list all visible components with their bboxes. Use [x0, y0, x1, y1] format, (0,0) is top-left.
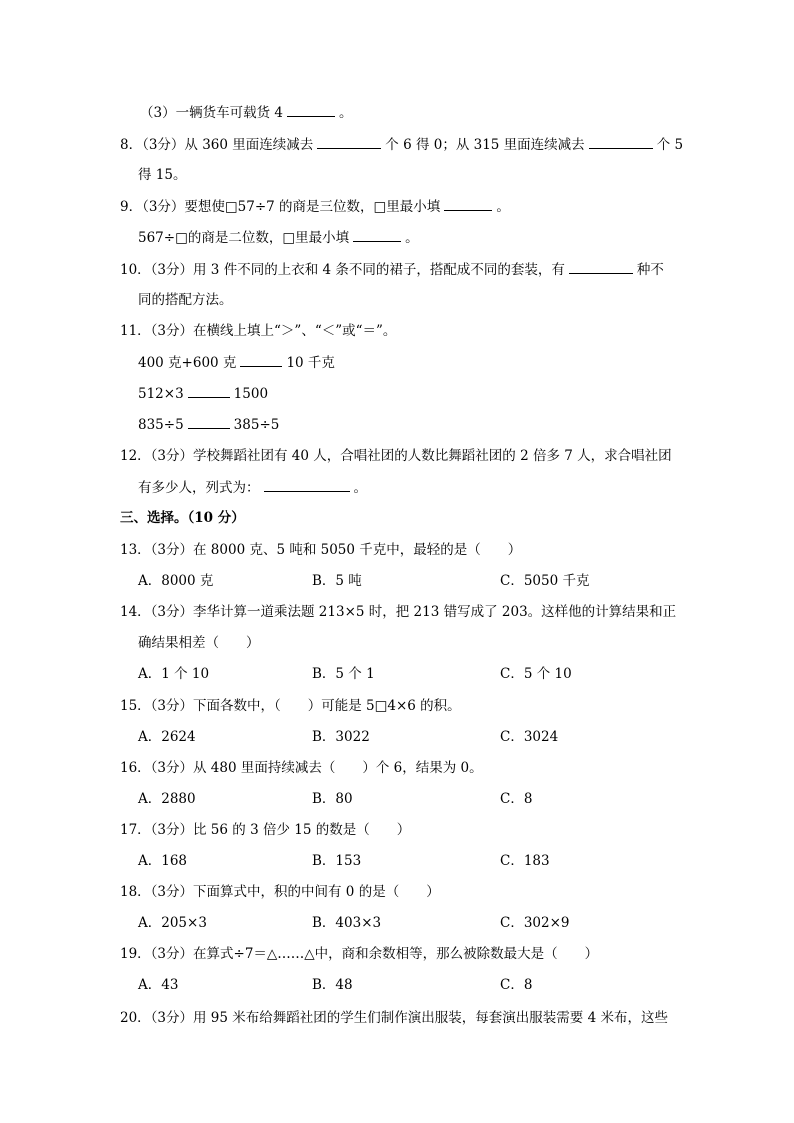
text: 16．（3分）从 480 里面持续减去（ ）个 6，结果为 0。 [120, 760, 483, 776]
question-12-cont [138, 477, 367, 498]
text: 15．（3分）下面各数中，（ ）可能是 5□4×6 的积。 [120, 698, 461, 714]
text: 。 [405, 230, 419, 246]
answer-blank[interactable] [569, 259, 633, 274]
text: 512×3 [138, 386, 184, 402]
q18-option-c[interactable]: C．302×9 [500, 915, 570, 931]
q14-option-b[interactable]: B．5 个 1 [312, 666, 375, 682]
answer-blank[interactable] [188, 414, 230, 429]
answer-blank[interactable] [317, 134, 381, 149]
question-11 [120, 321, 396, 341]
q17-option-c[interactable]: C．183 [500, 853, 550, 869]
text: 12．（3分）学校舞蹈社团有 40 人，合唱社团的人数比舞蹈社团的 2 倍多 7 人，求合唱社团 [120, 448, 672, 464]
question-10-cont [138, 290, 233, 310]
answer-blank[interactable] [444, 196, 492, 211]
q11-item2 [138, 383, 268, 404]
answer-blank[interactable] [589, 134, 653, 149]
question-16 [120, 758, 483, 778]
text: 17．（3分）比 56 的 3 倍少 15 的数是（ ） [120, 822, 411, 838]
q19-option-c[interactable]: C．8 [500, 977, 533, 993]
text: 有多少人，列式为： [138, 480, 260, 496]
q13-option-c[interactable]: C．5050 千克 [500, 573, 590, 589]
q18-option-b[interactable]: B．403×3 [312, 915, 382, 931]
text: 。 [496, 199, 510, 215]
q11-item1 [138, 352, 335, 373]
q14-option-a[interactable]: A．1 个 10 [138, 666, 210, 682]
question-19 [120, 944, 598, 964]
q16-option-c[interactable]: C．8 [500, 791, 533, 807]
text: 个 5 [656, 137, 684, 153]
question-9-part2 [138, 227, 419, 248]
text: 个 6 得 0；从 315 里面连续减去 [385, 137, 585, 153]
text: 835÷5 [138, 417, 184, 433]
text: 11．（3分）在横线上填上“＞”、“＜”或“＝”。 [120, 323, 397, 339]
question-13 [120, 540, 521, 560]
answer-blank[interactable] [353, 227, 401, 242]
question-18 [120, 882, 440, 902]
q13-option-a[interactable]: A．8000 克 [138, 573, 214, 589]
answer-blank[interactable] [188, 383, 230, 398]
question-14-cont [138, 633, 260, 653]
question-17 [120, 820, 410, 840]
q15-option-b[interactable]: B．3022 [312, 729, 370, 745]
q19-option-b[interactable]: B．48 [312, 977, 353, 993]
text: 10 千克 [286, 355, 335, 371]
q19-option-a[interactable]: A．43 [138, 977, 179, 993]
text: 1500 [233, 386, 269, 402]
text: 385÷5 [233, 417, 280, 433]
q14-option-c[interactable]: C．5 个 10 [500, 666, 572, 682]
answer-blank[interactable] [287, 102, 335, 117]
text: （3）一辆货车可载货 4 [140, 105, 283, 121]
text: 。 [338, 105, 353, 121]
text: 20．（3分）用 95 米布给舞蹈社团的学生们制作演出服装，每套演出服装需要 4 米布，这些 [120, 1010, 668, 1026]
q11-item3 [138, 414, 279, 435]
text: 三、选择。（10 分） [120, 510, 245, 526]
text: 19．（3分）在算式÷7＝△……△中，商和余数相等，那么被除数最大是（ ） [120, 946, 599, 962]
q18-option-a[interactable]: A．205×3 [138, 915, 207, 931]
q7-part3 [140, 102, 352, 123]
text: 种不 [636, 262, 664, 278]
question-9 [120, 196, 510, 217]
question-8-cont [138, 165, 186, 185]
text: 9．（3分）要想使□57÷7 的商是三位数，□里最小填 [120, 199, 441, 215]
question-8 [120, 134, 683, 155]
text: 同的搭配方法。 [138, 292, 233, 308]
text: 13．（3分）在 8000 克、5 吨和 5050 千克中，最轻的是（ ） [120, 542, 522, 558]
section-3-heading [120, 508, 245, 528]
text: 得 15。 [138, 167, 187, 183]
text: 确结果相差（ ） [138, 635, 260, 651]
text: 400 克+600 克 [138, 355, 237, 371]
text: 10．（3分）用 3 件不同的上衣和 4 条不同的裙子，搭配成不同的套装，有 [120, 262, 565, 278]
answer-blank[interactable] [264, 477, 350, 492]
q13-option-b[interactable]: B．5 吨 [312, 573, 362, 589]
question-20 [120, 1008, 668, 1028]
text: 14．（3分）李华计算一道乘法题 213×5 时，把 213 错写成了 203。这样他的计算结果和正 [120, 604, 677, 620]
question-14 [120, 602, 676, 622]
question-10 [120, 259, 664, 280]
q15-option-a[interactable]: A．2624 [138, 729, 196, 745]
question-12 [120, 446, 672, 466]
text: 18．（3分）下面算式中，积的中间有 0 的是（ ） [120, 884, 440, 900]
answer-blank[interactable] [240, 352, 282, 367]
text: 8．（3分）从 360 里面连续减去 [120, 137, 314, 153]
q16-option-a[interactable]: A．2880 [138, 791, 196, 807]
text: 567÷□的商是二位数，□里最小填 [138, 230, 350, 246]
text: 。 [353, 480, 367, 496]
q16-option-b[interactable]: B．80 [312, 791, 353, 807]
question-15 [120, 696, 461, 716]
q15-option-c[interactable]: C．3024 [500, 729, 559, 745]
q17-option-b[interactable]: B．153 [312, 853, 362, 869]
q17-option-a[interactable]: A．168 [138, 853, 188, 869]
